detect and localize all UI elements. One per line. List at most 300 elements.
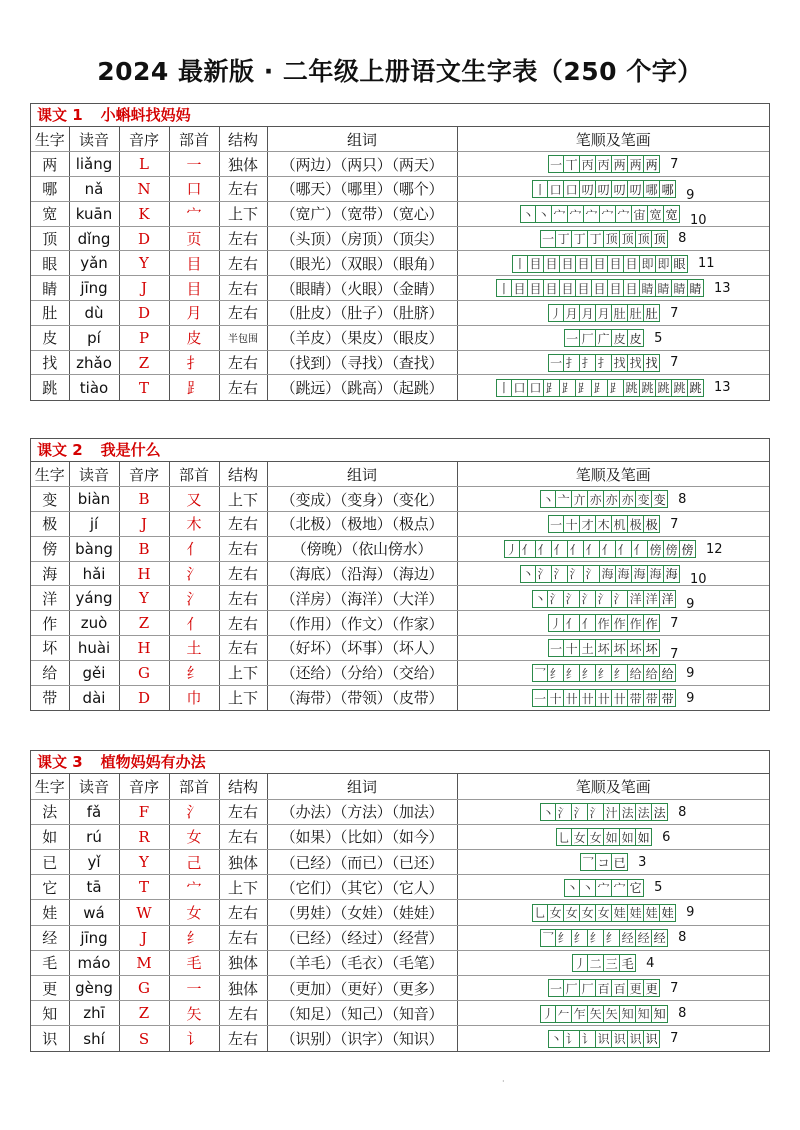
char-cell: 睛	[31, 276, 69, 301]
stroke-step: 一	[548, 515, 564, 533]
words-cell: （头顶）（房顶）（顶尖）	[267, 226, 457, 251]
stroke-step: 才	[580, 515, 596, 533]
stroke-step: 娃	[628, 904, 644, 922]
stroke-step: 𠂉	[556, 1005, 572, 1023]
stroke-step: 十	[564, 639, 580, 657]
stroke-order-strip	[504, 540, 696, 558]
pinyin-cell: liǎng	[69, 152, 119, 177]
index-letter-cell: D	[119, 301, 169, 326]
stroke-step: 带	[628, 689, 644, 707]
stroke-step: 丨	[496, 379, 512, 397]
structure-cell: 独体	[219, 152, 267, 177]
stroke-step: 变	[652, 490, 668, 508]
stroke-step: 纟	[588, 929, 604, 947]
stroke-step: 海	[664, 565, 680, 583]
index-letter-cell: D	[119, 226, 169, 251]
stroke-step: 丿	[572, 954, 588, 972]
table-row	[31, 512, 769, 537]
pinyin-cell: tā	[69, 875, 119, 900]
char-cell: 跳	[31, 375, 69, 400]
char-cell: 宽	[31, 201, 69, 226]
stroke-step: 目	[608, 255, 624, 273]
table-row	[31, 375, 769, 400]
structure-cell: 上下	[219, 201, 267, 226]
words-cell: （知足）（知己）（知音）	[267, 1001, 457, 1026]
words-cell: （变成）（变身）（变化）	[267, 487, 457, 512]
char-cell: 知	[31, 1001, 69, 1026]
pinyin-cell: bàng	[69, 536, 119, 561]
table-row	[31, 536, 769, 561]
structure-cell: 左右	[219, 251, 267, 276]
stroke-step: 丨	[532, 180, 548, 198]
stroke-step: 作	[644, 614, 660, 632]
index-letter-cell: D	[119, 685, 169, 710]
table-row	[31, 201, 769, 226]
pinyin-cell: jīng	[69, 925, 119, 950]
column-header: 笔顺及笔画	[457, 127, 769, 152]
lesson-title: 我是什么	[100, 441, 161, 459]
stroke-step: 目	[560, 279, 576, 297]
lesson-number: 课文 1	[37, 106, 83, 124]
words-cell: （男娃）（女娃）（娃娃）	[267, 900, 457, 925]
stroke-step: 女	[572, 828, 588, 846]
stroke-step: 纟	[556, 929, 572, 947]
stroke-step: 扌	[596, 354, 612, 372]
char-cell: 已	[31, 850, 69, 875]
stroke-step: 皮	[612, 329, 628, 347]
stroke-step: 丿	[504, 540, 520, 558]
stroke-step: 亣	[572, 490, 588, 508]
table-row	[31, 251, 769, 276]
stroke-order-strip	[580, 853, 628, 871]
stroke-count: 8	[678, 804, 687, 820]
stroke-order-strip	[572, 954, 636, 972]
stroke-step: 亦	[604, 490, 620, 508]
radical-cell: 皮	[169, 325, 219, 350]
stroke-step: 土	[580, 639, 596, 657]
stroke-step: 即	[656, 255, 672, 273]
stroke-step: 纟	[596, 664, 612, 682]
stroke-order-cell	[457, 636, 769, 661]
table-row	[31, 799, 769, 824]
pinyin-cell: huài	[69, 636, 119, 661]
index-letter-cell: R	[119, 824, 169, 849]
lesson-header	[31, 751, 769, 774]
index-letter-cell: Y	[119, 850, 169, 875]
index-letter-cell: T	[119, 375, 169, 400]
char-cell: 海	[31, 561, 69, 586]
stroke-step: 坏	[628, 639, 644, 657]
char-cell: 两	[31, 152, 69, 177]
radical-cell: 纟	[169, 925, 219, 950]
stroke-step: 更	[628, 979, 644, 997]
stroke-order-cell	[457, 950, 769, 975]
words-cell: （跳远）（跳高）（起跳）	[267, 375, 457, 400]
index-letter-cell: H	[119, 561, 169, 586]
stroke-step: 乛	[540, 929, 556, 947]
stroke-step: 丶	[532, 590, 548, 608]
stroke-step: 目	[624, 279, 640, 297]
stroke-step: ⻊	[544, 379, 560, 397]
stroke-order-strip	[532, 664, 676, 682]
stroke-order-strip	[496, 279, 704, 297]
stroke-step: 已	[612, 853, 628, 871]
stroke-count: 5	[654, 330, 663, 346]
stroke-step: 一	[564, 329, 580, 347]
stroke-step: 宙	[632, 205, 648, 223]
radical-cell: 矢	[169, 1001, 219, 1026]
index-letter-cell: T	[119, 875, 169, 900]
stroke-step: 乚	[532, 904, 548, 922]
stroke-step: 如	[604, 828, 620, 846]
stroke-step: 氵	[568, 565, 584, 583]
stroke-step: 肚	[644, 304, 660, 322]
stroke-order-cell	[457, 561, 769, 586]
stroke-step: 它	[628, 879, 644, 897]
stroke-step: 跳	[640, 379, 656, 397]
stroke-step: 两	[628, 155, 644, 173]
stroke-step: 月	[580, 304, 596, 322]
table-row	[31, 325, 769, 350]
stroke-step: 扌	[580, 354, 596, 372]
stroke-step: 顶	[620, 230, 636, 248]
stroke-order-cell	[457, 375, 769, 400]
stroke-step: 宀	[616, 205, 632, 223]
stroke-step: 肚	[612, 304, 628, 322]
char-cell: 更	[31, 976, 69, 1001]
stroke-step: 找	[628, 354, 644, 372]
stroke-step: 卄	[612, 689, 628, 707]
words-cell: （作用）（作文）（作家）	[267, 611, 457, 636]
pinyin-cell: fǎ	[69, 799, 119, 824]
stroke-step: 洋	[660, 590, 676, 608]
stroke-step: ⻊	[576, 379, 592, 397]
stroke-step: 法	[652, 803, 668, 821]
radical-cell: 女	[169, 824, 219, 849]
stroke-order-strip	[548, 354, 660, 372]
lesson-title: 小蝌蚪找妈妈	[100, 106, 191, 124]
stroke-step: 识	[612, 1030, 628, 1048]
stroke-step: 讠	[564, 1030, 580, 1048]
stroke-step: 氵	[612, 590, 628, 608]
index-letter-cell: F	[119, 799, 169, 824]
radical-cell: 宀	[169, 875, 219, 900]
lesson-section	[30, 103, 770, 401]
stroke-order-strip	[540, 803, 668, 821]
page-title: 2024 最新版 · 二年级上册语文生字表（250 个字）	[97, 57, 703, 86]
stroke-step: 跳	[656, 379, 672, 397]
stroke-step: 目	[544, 279, 560, 297]
pinyin-cell: yáng	[69, 586, 119, 611]
radical-cell: 又	[169, 487, 219, 512]
column-header: 读音	[69, 462, 119, 487]
stroke-step: 口	[528, 379, 544, 397]
pinyin-cell: zhǎo	[69, 350, 119, 375]
stroke-step: 亻	[580, 614, 596, 632]
words-cell: （肚皮）（肚子）（肚脐）	[267, 301, 457, 326]
stroke-order-strip	[540, 929, 668, 947]
stroke-step: 氵	[596, 590, 612, 608]
stroke-step: 法	[620, 803, 636, 821]
radical-cell: 亻	[169, 611, 219, 636]
stroke-step: 卄	[596, 689, 612, 707]
stroke-step: 皮	[628, 329, 644, 347]
structure-cell: 左右	[219, 276, 267, 301]
stroke-step: 睛	[688, 279, 704, 297]
stroke-step: 海	[632, 565, 648, 583]
stroke-step: 二	[588, 954, 604, 972]
column-header: 音序	[119, 774, 169, 799]
stroke-count: 13	[713, 380, 731, 396]
stroke-step: 坏	[612, 639, 628, 657]
stroke-step: 丶	[520, 205, 536, 223]
index-letter-cell: J	[119, 925, 169, 950]
lesson-section	[30, 438, 770, 711]
stroke-step: 极	[628, 515, 644, 533]
stroke-step: 亻	[536, 540, 552, 558]
column-header: 读音	[69, 127, 119, 152]
index-letter-cell: Y	[119, 251, 169, 276]
stroke-step: 亻	[552, 540, 568, 558]
stroke-count: 9	[686, 690, 695, 706]
column-header: 组词	[267, 774, 457, 799]
words-cell: （已经）（经过）（经营）	[267, 925, 457, 950]
table-row	[31, 950, 769, 975]
stroke-step: 顶	[636, 230, 652, 248]
stroke-order-strip	[532, 180, 676, 198]
structure-cell: 独体	[219, 850, 267, 875]
structure-cell: 独体	[219, 950, 267, 975]
stroke-order-strip	[556, 828, 652, 846]
stroke-step: 亻	[520, 540, 536, 558]
radical-cell: 氵	[169, 799, 219, 824]
pinyin-cell: nǎ	[69, 177, 119, 202]
stroke-step: 纟	[580, 664, 596, 682]
stroke-order-strip	[512, 255, 688, 273]
stroke-step: 丁	[572, 230, 588, 248]
table-row	[31, 685, 769, 710]
stroke-order-cell	[457, 350, 769, 375]
stroke-step: 即	[640, 255, 656, 273]
stroke-step: 宀	[600, 205, 616, 223]
radical-cell: 口	[169, 177, 219, 202]
stroke-step: 女	[564, 904, 580, 922]
stroke-step: 顶	[604, 230, 620, 248]
index-letter-cell: N	[119, 177, 169, 202]
structure-cell: 上下	[219, 685, 267, 710]
stroke-order-strip	[548, 1030, 660, 1048]
stroke-step: 氵	[572, 803, 588, 821]
stroke-order-cell	[457, 487, 769, 512]
stroke-step: コ	[596, 853, 612, 871]
char-cell: 眼	[31, 251, 69, 276]
column-header: 部首	[169, 462, 219, 487]
stroke-step: 丅	[564, 155, 580, 173]
stroke-step: 丶	[580, 879, 596, 897]
stroke-step: 女	[580, 904, 596, 922]
stroke-step: 丶	[540, 803, 556, 821]
stroke-step: ⻊	[608, 379, 624, 397]
char-cell: 找	[31, 350, 69, 375]
stroke-step: 亻	[616, 540, 632, 558]
table-row	[31, 660, 769, 685]
table-row	[31, 1026, 769, 1051]
stroke-step: 经	[636, 929, 652, 947]
stroke-step: 丁	[556, 230, 572, 248]
stroke-order-cell	[457, 685, 769, 710]
stroke-step: 一	[548, 155, 564, 173]
stroke-step: 乍	[572, 1005, 588, 1023]
char-cell: 它	[31, 875, 69, 900]
stroke-step: 口	[548, 180, 564, 198]
words-cell: （宽广）（宽带）（宽心）	[267, 201, 457, 226]
stroke-order-cell	[457, 276, 769, 301]
char-cell: 法	[31, 799, 69, 824]
column-header: 音序	[119, 462, 169, 487]
stroke-step: 百	[596, 979, 612, 997]
stroke-step: 识	[596, 1030, 612, 1048]
radical-cell: 目	[169, 251, 219, 276]
stroke-step: 傍	[664, 540, 680, 558]
table-header-row	[31, 127, 769, 152]
stroke-step: 乛	[580, 853, 596, 871]
index-letter-cell: Z	[119, 1001, 169, 1026]
stroke-step: 丿	[548, 304, 564, 322]
stroke-step: 氵	[536, 565, 552, 583]
table-row	[31, 636, 769, 661]
stroke-count: 7	[670, 156, 679, 172]
column-header: 结构	[219, 462, 267, 487]
pinyin-cell: jīng	[69, 276, 119, 301]
stroke-step: 宀	[596, 879, 612, 897]
stroke-step: 宽	[648, 205, 664, 223]
stroke-count: 8	[678, 930, 687, 946]
stroke-order-cell	[457, 536, 769, 561]
stroke-step: 亻	[600, 540, 616, 558]
column-header: 组词	[267, 462, 457, 487]
char-cell: 经	[31, 925, 69, 950]
stroke-count: 13	[713, 280, 731, 296]
column-header: 组词	[267, 127, 457, 152]
index-letter-cell: B	[119, 536, 169, 561]
stroke-count: 7	[670, 305, 679, 321]
pinyin-cell: yǎn	[69, 251, 119, 276]
index-letter-cell: S	[119, 1026, 169, 1051]
lesson-title: 植物妈妈有办法	[100, 753, 206, 771]
radical-cell: 己	[169, 850, 219, 875]
stroke-order-cell	[457, 512, 769, 537]
stroke-step: ⻊	[592, 379, 608, 397]
stroke-step: 讠	[580, 1030, 596, 1048]
radical-cell: 宀	[169, 201, 219, 226]
footer-dot: ·	[502, 1077, 505, 1086]
stroke-count: 9	[686, 597, 695, 611]
stroke-step: 哪	[644, 180, 660, 198]
char-cell: 肚	[31, 301, 69, 326]
stroke-step: 变	[636, 490, 652, 508]
stroke-step: 更	[644, 979, 660, 997]
stroke-step: 洋	[628, 590, 644, 608]
pinyin-cell: dài	[69, 685, 119, 710]
stroke-order-cell	[457, 611, 769, 636]
pinyin-cell: dǐng	[69, 226, 119, 251]
stroke-step: 睛	[672, 279, 688, 297]
stroke-step: 目	[576, 255, 592, 273]
structure-cell: 左右	[219, 350, 267, 375]
stroke-step: 宀	[552, 205, 568, 223]
table-row	[31, 226, 769, 251]
stroke-order-cell	[457, 799, 769, 824]
stroke-step: 娃	[644, 904, 660, 922]
words-cell: （北极）（极地）（极点）	[267, 512, 457, 537]
structure-cell: 左右	[219, 824, 267, 849]
stroke-count: 7	[670, 615, 679, 631]
structure-cell: 左右	[219, 636, 267, 661]
words-cell: （傍晚）（依山傍水）	[267, 536, 457, 561]
stroke-count: 4	[646, 955, 655, 971]
radical-cell: 讠	[169, 1026, 219, 1051]
stroke-order-strip	[564, 879, 644, 897]
table-header-row	[31, 774, 769, 799]
column-header: 笔顺及笔画	[457, 774, 769, 799]
stroke-step: 作	[596, 614, 612, 632]
char-cell: 毛	[31, 950, 69, 975]
structure-cell: 上下	[219, 875, 267, 900]
words-cell: （两边）（两只）（两天）	[267, 152, 457, 177]
stroke-step: 亦	[588, 490, 604, 508]
stroke-step: 如	[620, 828, 636, 846]
stroke-step: 纟	[604, 929, 620, 947]
index-letter-cell: J	[119, 512, 169, 537]
words-cell: （海底）（沿海）（海边）	[267, 561, 457, 586]
stroke-step: 亠	[556, 490, 572, 508]
radical-cell: 目	[169, 276, 219, 301]
table-row	[31, 487, 769, 512]
structure-cell: 左右	[219, 586, 267, 611]
stroke-count: 12	[705, 541, 723, 557]
stroke-order-strip	[520, 565, 680, 583]
index-letter-cell: B	[119, 487, 169, 512]
stroke-step: 知	[620, 1005, 636, 1023]
stroke-step: 乛	[532, 664, 548, 682]
index-letter-cell: P	[119, 325, 169, 350]
stroke-step: 目	[608, 279, 624, 297]
words-cell: （如果）（比如）（如今）	[267, 824, 457, 849]
stroke-order-cell	[457, 201, 769, 226]
stroke-step: 傍	[680, 540, 696, 558]
stroke-step: 目	[560, 255, 576, 273]
stroke-order-cell	[457, 824, 769, 849]
structure-cell: 左右	[219, 375, 267, 400]
table-row	[31, 976, 769, 1001]
stroke-step: 扌	[564, 354, 580, 372]
character-table	[31, 774, 769, 1051]
stroke-step: 亻	[632, 540, 648, 558]
stroke-count: 7	[670, 516, 679, 532]
stroke-step: 氵	[556, 803, 572, 821]
stroke-count: 10	[689, 572, 707, 586]
stroke-count: 3	[638, 854, 647, 870]
index-letter-cell: Z	[119, 611, 169, 636]
stroke-step: 知	[652, 1005, 668, 1023]
pinyin-cell: jí	[69, 512, 119, 537]
stroke-step: 顶	[652, 230, 668, 248]
pinyin-cell: shí	[69, 1026, 119, 1051]
stroke-step: 氵	[548, 590, 564, 608]
stroke-step: 木	[596, 515, 612, 533]
stroke-step: 氵	[580, 590, 596, 608]
radical-cell: 扌	[169, 350, 219, 375]
